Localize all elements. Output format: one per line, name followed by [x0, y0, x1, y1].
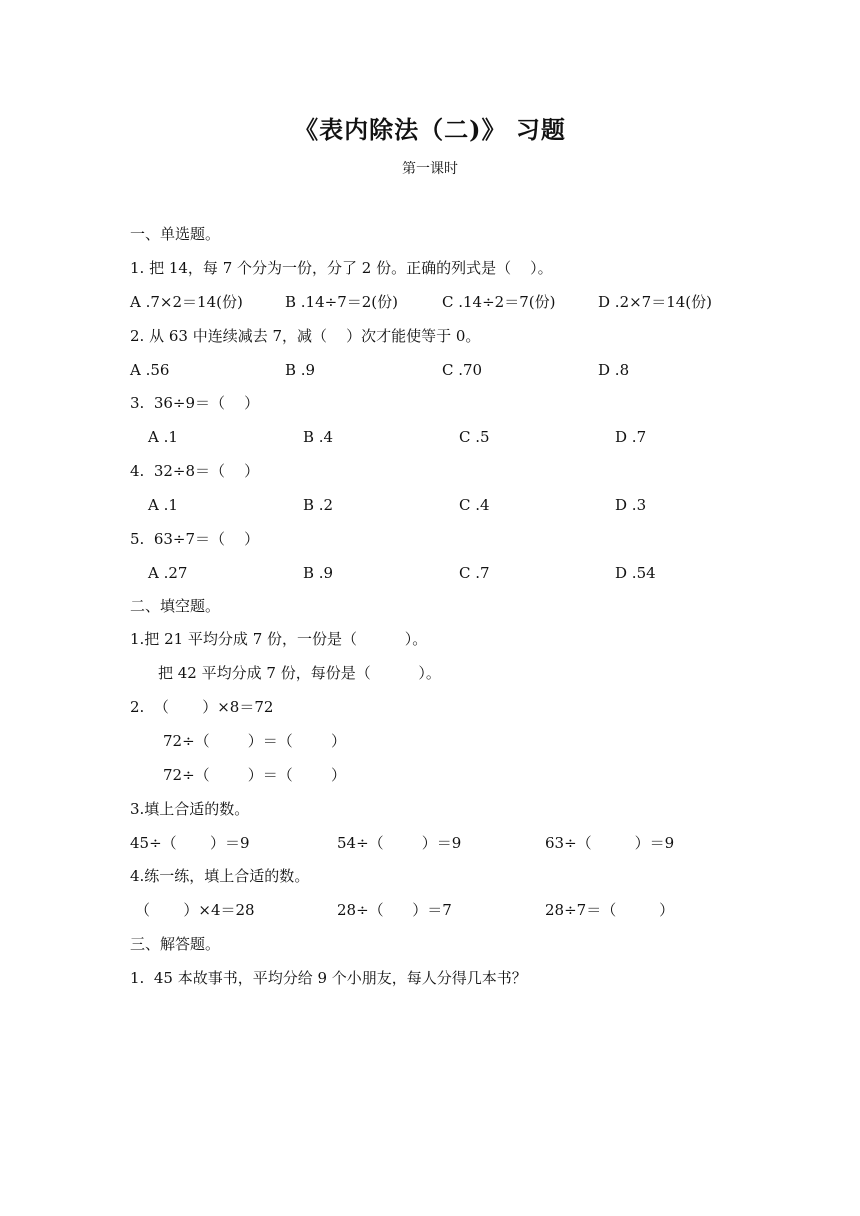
fill-question-2-line-3: 72÷（ ）＝（ ） [163, 766, 346, 784]
page-title: 《表内除法（二)》 习题 [294, 115, 566, 144]
question-4-option-d: D .3 [615, 496, 647, 514]
question-1-option-d: D .2×7＝14(份) [598, 293, 713, 311]
section-heading-single-choice: 一、单选题。 [130, 225, 221, 243]
question-4-option-a: A .1 [148, 496, 178, 514]
page-subtitle: 第一课时 [402, 161, 458, 177]
fill-question-3-item-1: 45÷（ ）＝9 [130, 834, 250, 852]
question-2-stem: 2. 从 63 中连续减去 7，减（ ）次才能使等于 0。 [130, 327, 481, 345]
word-problem-1: 1. 45 本故事书，平均分给 9 个小朋友，每人分得几本书？ [130, 969, 527, 987]
question-3-option-d: D .7 [615, 428, 647, 446]
section-heading-word-problems: 三、解答题。 [130, 935, 221, 953]
question-1-option-c: C .14÷2＝7(份) [442, 293, 556, 311]
fill-question-3-heading: 3.填上合适的数。 [130, 800, 250, 818]
section-heading-fill-in: 二、填空题。 [130, 597, 221, 615]
question-1-stem: 1. 把 14，每 7 个分为一份，分了 2 份。正确的列式是（ ）。 [130, 259, 553, 277]
question-5-option-a: A .27 [148, 564, 188, 582]
fill-question-2-line-1: 2. （ ）×8＝72 [130, 698, 274, 716]
question-5-option-c: C .7 [459, 564, 490, 582]
question-5-stem: 5. 63÷7＝（ ） [130, 530, 260, 548]
question-4-option-b: B .2 [303, 496, 334, 514]
question-2-option-d: D .8 [598, 361, 630, 379]
fill-question-4-heading: 4.练一练，填上合适的数。 [130, 867, 310, 885]
question-2-option-a: A .56 [130, 361, 170, 379]
fill-question-4-item-3: 28÷7＝（ ） [545, 901, 675, 919]
question-5-option-d: D .54 [615, 564, 656, 582]
question-1-option-b: B .14÷7＝2(份) [285, 293, 399, 311]
question-3-option-c: C .5 [459, 428, 490, 446]
question-2-option-b: B .9 [285, 361, 316, 379]
question-4-stem: 4. 32÷8＝（ ） [130, 462, 260, 480]
fill-question-3-item-2: 54÷（ ）＝9 [337, 834, 462, 852]
question-3-option-a: A .1 [148, 428, 178, 446]
question-3-option-b: B .4 [303, 428, 334, 446]
fill-question-3-item-3: 63÷（ ）＝9 [545, 834, 675, 852]
fill-question-4-item-2: 28÷（ ）＝7 [337, 901, 452, 919]
question-1-option-a: A .7×2＝14(份) [130, 293, 243, 311]
fill-question-1-line-1: 1.把 21 平均分成 7 份，一份是（ ）。 [130, 630, 428, 648]
fill-question-1-line-2: 把 42 平均分成 7 份，每份是（ ）。 [158, 664, 441, 682]
question-5-option-b: B .9 [303, 564, 334, 582]
question-2-option-c: C .70 [442, 361, 483, 379]
question-4-option-c: C .4 [459, 496, 490, 514]
question-3-stem: 3. 36÷9＝（ ） [130, 394, 260, 412]
fill-question-4-item-1: （ ）×4＝28 [135, 901, 255, 919]
fill-question-2-line-2: 72÷（ ）＝（ ） [163, 732, 346, 750]
